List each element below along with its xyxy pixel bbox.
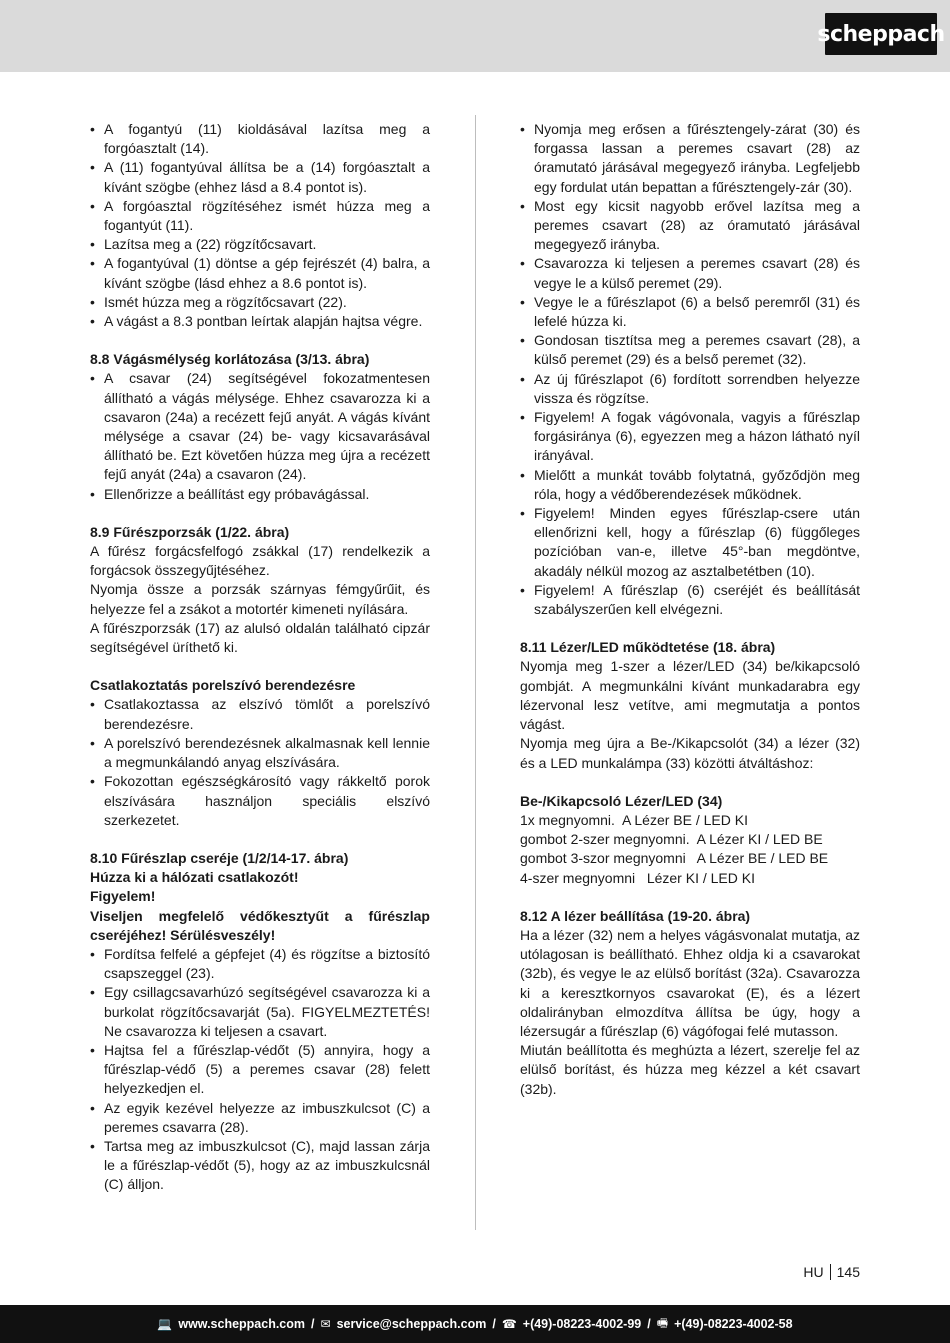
list-item: • Az új fűrészlapot (6) fordított sorrendben helyezze vissza és rögzítse. <box>520 370 860 408</box>
paragraph: A fűrész forgácsfelfogó zsákkal (17) rendelkezik a forgácsok összegyűjtéséhez. <box>90 543 430 579</box>
right-column <box>520 120 860 1099</box>
section-heading-8-12: 8.12 A lézer beállítása (19-20. ábra) <box>520 907 751 924</box>
paragraph: Nyomja meg újra a Be-/Kikapcsolót (34) a lézer (32) és a LED munkalámpa (33) közötti átváltáshoz: <box>520 735 860 771</box>
computer-icon: 💻 <box>157 1317 173 1331</box>
list-item: • Nyomja meg erősen a fűrésztengely-zárat (30) és forgassa lassan a peremes csavart (28) az óramutató járásával megegyező irányba. Legfeljebb egy fordulat után bepattan a fűrésztengely-zár (30). <box>520 120 860 197</box>
list-item: • A fogantyú (11) kioldásával lazítsa meg a forgóasztalt (14). <box>90 120 430 158</box>
section-heading-switch: Be-/Kikapcsoló Lézer/LED (34) <box>520 792 723 809</box>
turntable-steps-list <box>90 120 430 331</box>
list-item: • Ismét húzza meg a rögzítőcsavart (22). <box>90 293 430 312</box>
list-item: • Tartsa meg az imbuszkulcsot (C), majd lassan zárja le a fűrészlap-védőt (5), hogy az az imbuszkulcsnál (C) álljon. <box>90 1137 430 1195</box>
page-number <box>803 1264 860 1280</box>
header-band <box>0 0 950 72</box>
paragraph: Nyomja össze a porzsák szárnyas fémgyűrűit, és helyezze fel a zsákot a motortér kimeneti nyílására. <box>90 581 430 617</box>
switch-line: gombot 2-szer megnyomni. A Lézer KI / LED BE <box>520 831 823 848</box>
left-column <box>90 120 430 1195</box>
footer-bar <box>0 1305 950 1343</box>
section-heading-8-11: 8.11 Lézer/LED működtetése (18. ábra) <box>520 639 776 656</box>
switch-line: 1x megnyomni. A Lézer BE / LED KI <box>520 811 748 828</box>
dust-extractor-list <box>90 695 430 829</box>
switch-line: gombot 3-szor megnyomni A Lézer BE / LED BE <box>520 850 829 867</box>
blade-change-list <box>90 945 430 1195</box>
list-item: • Figyelem! A fűrészlap (6) cseréjét és beállítását szabályszerűen kell elvégezni. <box>520 581 860 619</box>
column-divider <box>475 115 476 1230</box>
list-item: • A (11) fogantyúval állítsa be a (14) forgóasztalt a kívánt szögbe (ehhez lásd a 8.4 pontot is). <box>90 158 430 196</box>
section-heading-dust-extractor: Csatlakoztatás porelszívó berendezésre <box>90 677 356 694</box>
footer-fax[interactable]: +(49)-08223-4002-58 <box>674 1317 793 1331</box>
warning-attention: Figyelem! <box>90 888 156 905</box>
warning-unplug: Húzza ki a hálózati csatlakozót! <box>90 869 299 886</box>
list-item: • A csavar (24) segítségével fokozatmentesen állítható a vágás mélysége. Ehhez csavarozza ki a csavaron (24a) a recézett fejű anyát. A vágás kívánt mélysége a csavar (24) be- vagy kicsavarásával állítható be. Ezt követően húzza meg újra a recézett fejű anyát (24a) a csavaron (24). <box>90 369 430 484</box>
footer-phone[interactable]: +(49)-08223-4002-99 <box>522 1317 642 1331</box>
list-item: • Lazítsa meg a (22) rögzítőcsavart. <box>90 235 430 254</box>
paragraph: Nyomja meg 1-szer a lézer/LED (34) be/kikapcsoló gombját. A megmunkálni kívánt munkadarabra egy lézervonal lesz vetítve, ami megmutatja a pontos vágást. <box>520 658 860 733</box>
section-heading-8-8: 8.8 Vágásmélység korlátozása (3/13. ábra) <box>90 351 370 368</box>
fax-icon: 🖷 <box>656 1315 669 1330</box>
brand-logo[interactable]: scheppach <box>825 13 937 55</box>
depth-limit-list <box>90 369 430 503</box>
page-number-value: 145 <box>836 1264 860 1280</box>
list-item: • Csavarozza ki teljesen a peremes csavart (28) és vegye le a külső peremet (29). <box>520 254 860 292</box>
switch-line: 4-szer megnyomni Lézer KI / LED KI <box>520 869 755 886</box>
footer-separator: / <box>492 1317 496 1331</box>
phone-icon: ☎ <box>501 1317 517 1331</box>
footer-separator: / <box>647 1317 651 1331</box>
list-item: • Hajtsa fel a fűrészlap-védőt (5) annyira, hogy a fűrészlap-védő (5) a peremes csavar (28) felett helyezkedjen el. <box>90 1041 430 1099</box>
mail-icon: ✉ <box>320 1317 331 1331</box>
page-number-separator <box>830 1264 831 1280</box>
list-item: • Csatlakoztassa az elszívó tömlőt a porelszívó berendezésre. <box>90 695 430 733</box>
list-item: • Fordítsa felfelé a gépfejet (4) és rögzítse a biztosító csapszeggel (23). <box>90 945 430 983</box>
list-item: • A porelszívó berendezésnek alkalmasnak kell lennie a megmunkálandó anyag elszívására. <box>90 734 430 772</box>
blade-change-continued-list <box>520 120 860 619</box>
list-item: • Egy csillagcsavarhúzó segítségével csavarozza ki a burkolat rögzítőcsavarját (5a). FIGYELMEZTETÉS! Ne csavarozza ki teljesen a csavart. <box>90 983 430 1041</box>
section-heading-8-10: 8.10 Fűrészlap cseréje (1/2/14-17. ábra) <box>90 849 349 866</box>
section-heading-8-9: 8.9 Fűrészporzsák (1/22. ábra) <box>90 523 290 540</box>
list-item: • Mielőtt a munkát tovább folytatná, győződjön meg róla, hogy a védőberendezések működnek. <box>520 466 860 504</box>
list-item: • Most egy kicsit nagyobb erővel lazítsa meg a peremes csavart (28) az óramutató járásával megegyező irányba. <box>520 197 860 255</box>
footer-separator: / <box>311 1317 315 1331</box>
paragraph: A fűrészporzsák (17) az alulsó oldalán található cipzár segítségével üríthető ki. <box>90 619 430 656</box>
list-item: • Az egyik kezével helyezze az imbuszkulcsot (C) a peremes csavarra (28). <box>90 1099 430 1137</box>
warning-gloves: Viseljen megfelelő védőkesztyűt a fűrészlap cseréjéhez! Sérülésveszély! <box>90 907 430 943</box>
list-item: • A fogantyúval (1) döntse a gép fejrészét (4) balra, a kívánt szögbe (lásd ehhez a 8.6 pontot is). <box>90 254 430 292</box>
footer-email-link[interactable]: service@scheppach.com <box>336 1317 487 1331</box>
language-code: HU <box>803 1264 824 1280</box>
paragraph: Ha a lézer (32) nem a helyes vágásvonalat mutatja, az utólagosan is beállítható. Ehhez oldja ki a csavarokat (32b), és vegye le az elülső borítást (32a). Csavarozza ki a keresztkornyos csavarokat (E), és a lézert oldalirányban elmozdítva állítsa be úgy, hogy a lézersugár a fűrészlap (6) vágófogai felé mutasson. <box>520 926 860 1039</box>
list-item: • Fokozottan egészségkárosító vagy rákkeltő porok elszívására használjon speciális elszívó szerkezetet. <box>90 772 430 830</box>
list-item: • A forgóasztal rögzítéséhez ismét húzza meg a fogantyút (11). <box>90 197 430 235</box>
list-item: • Gondosan tisztítsa meg a peremes csavart (28), a külső peremet (29) és a belső peremet (32). <box>520 331 860 369</box>
list-item: • A vágást a 8.3 pontban leírtak alapján hajtsa végre. <box>90 312 430 331</box>
list-item: • Vegye le a fűrészlapot (6) a belső peremről (31) és lefelé húzza ki. <box>520 293 860 331</box>
footer-website-link[interactable]: www.scheppach.com <box>178 1317 306 1331</box>
list-item: • Ellenőrizze a beállítást egy próbavágással. <box>90 485 430 504</box>
paragraph: Miután beállította és meghúzta a lézert, szerelje fel az elülső borítást, és húzza meg kézzel a két csavart (32b). <box>520 1042 860 1097</box>
list-item: • Figyelem! Minden egyes fűrészlap-csere után ellenőrizni kell, hogy a fűrészlap (6) függőleges pozícióban van-e, illetve 45°-ban megdöntve, akadály nélkül mozog az asztalbetétben (10). <box>520 504 860 581</box>
list-item: • Figyelem! A fogak vágóvonala, vagyis a fűrészlap forgásiránya (6), egyezzen meg a házon látható nyíl irányával. <box>520 408 860 466</box>
